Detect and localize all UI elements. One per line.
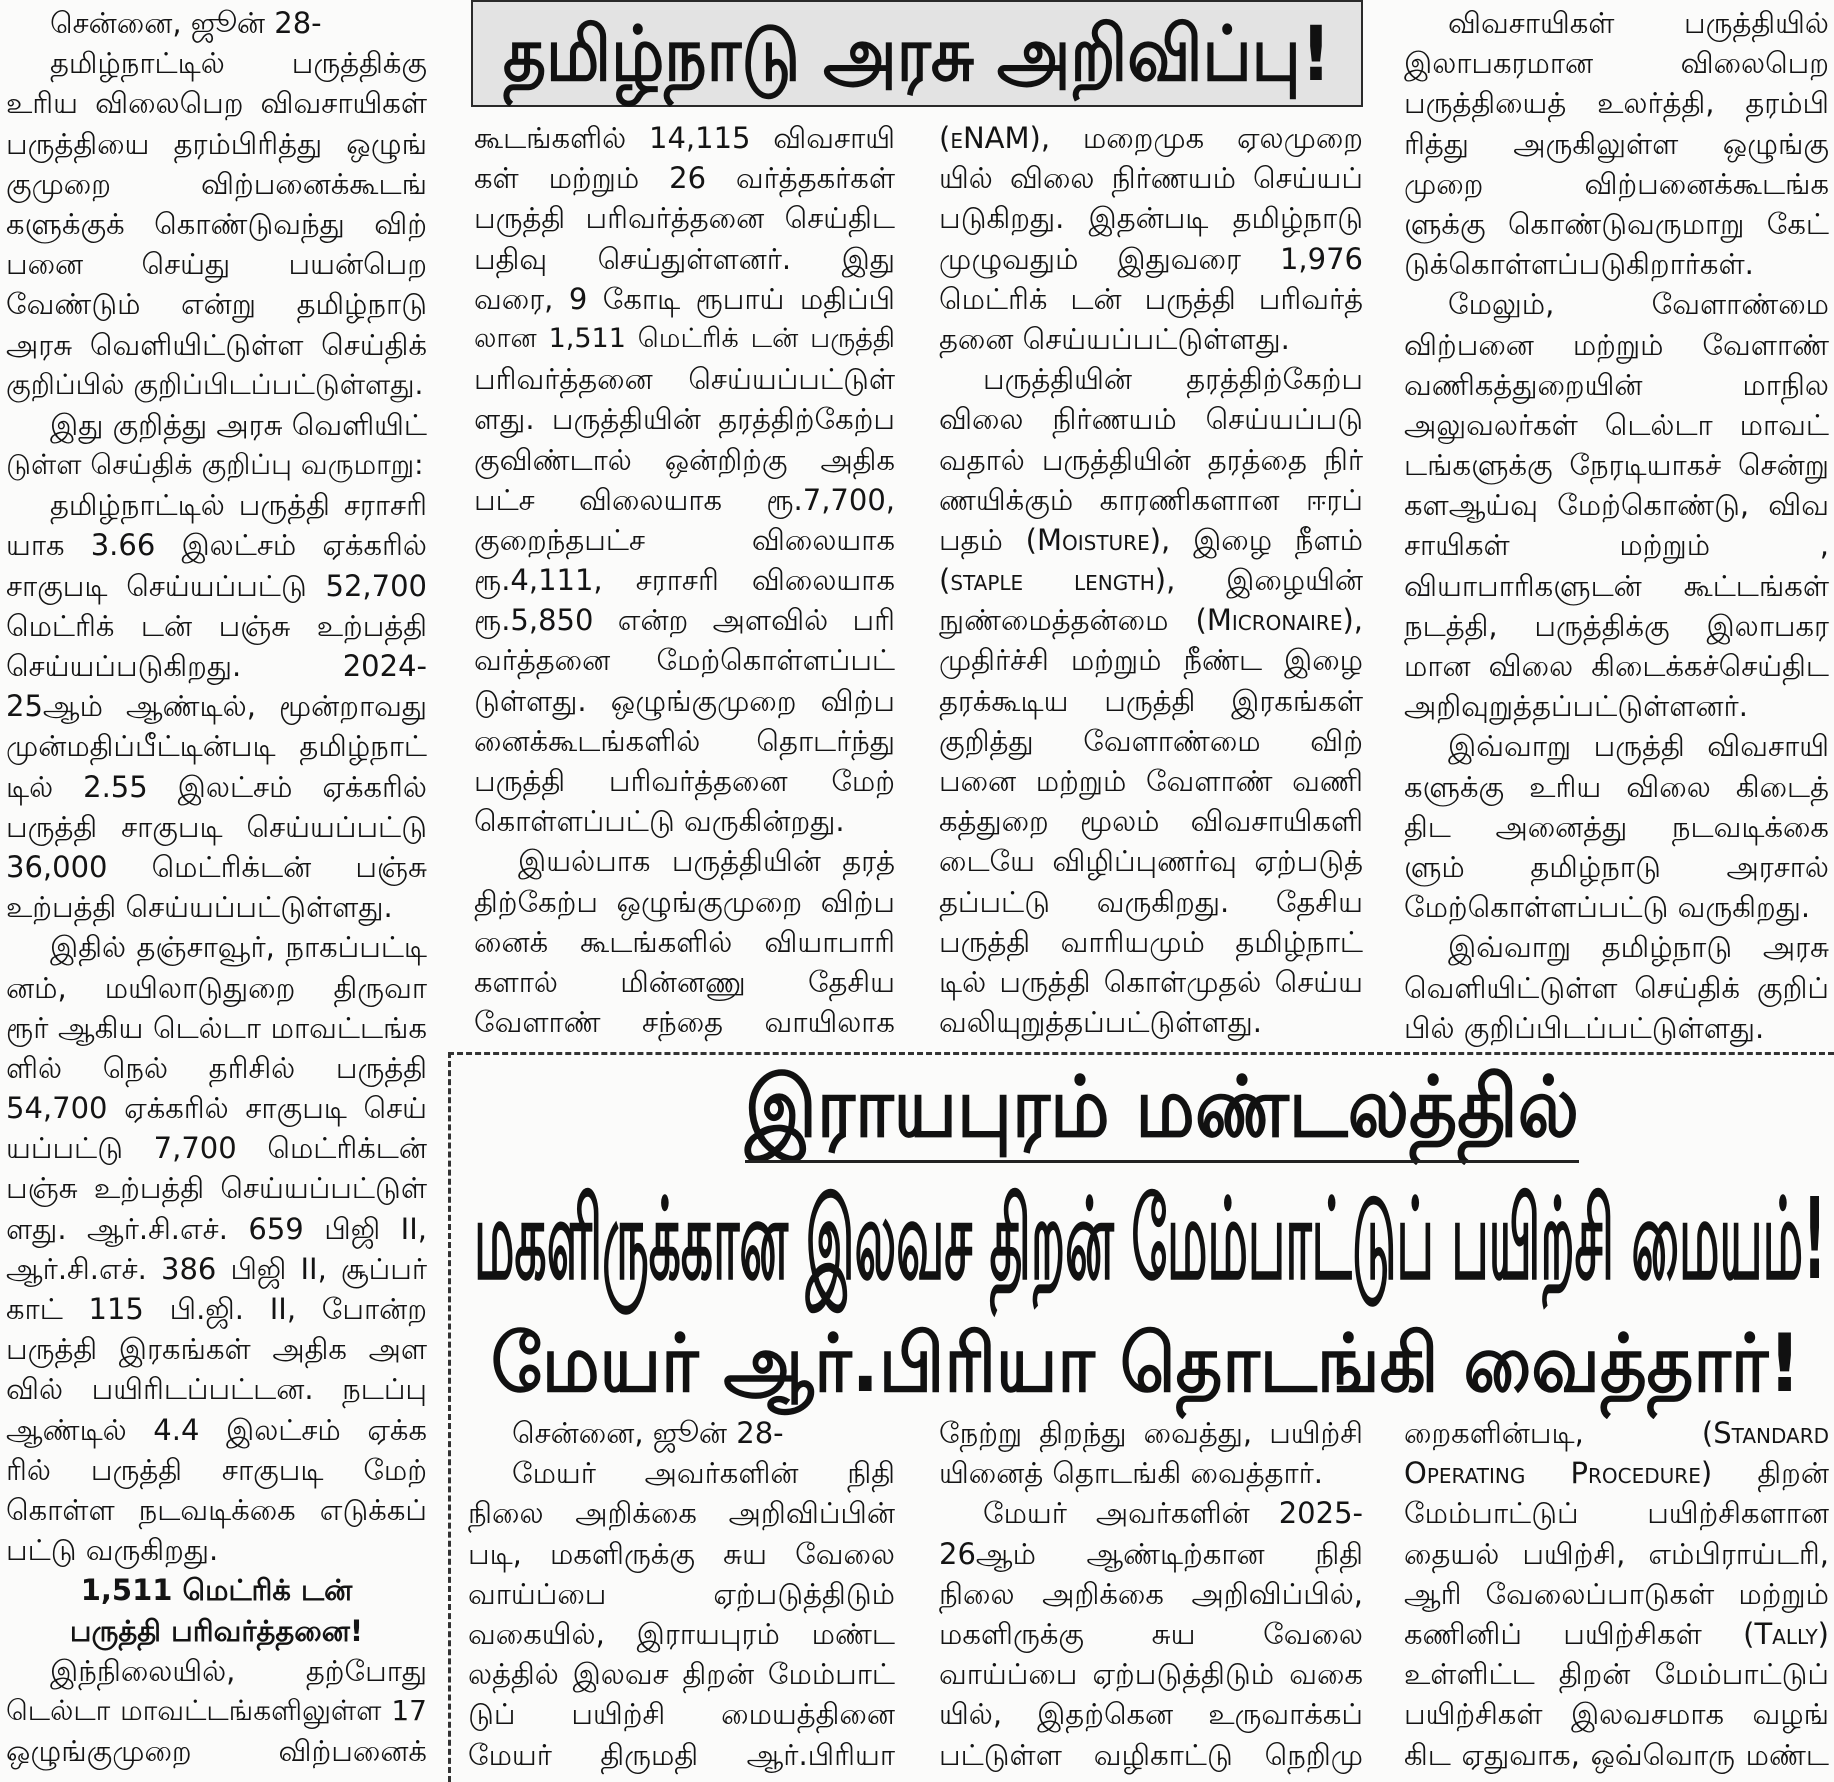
text-line: சென்னை, ஜூன் 28- bbox=[512, 1416, 784, 1450]
text-line: கள் மற்றும் 26 வர்த்தகர்கள் bbox=[474, 161, 895, 196]
text-line: கொள்ள நடவடிக்கை எடுக்கப் bbox=[6, 1492, 427, 1527]
text-line: கணினிப் பயிற்சிகள் (Tally) bbox=[1404, 1616, 1829, 1651]
text-line: முழுவதும் இதுவரை 1,976 bbox=[939, 241, 1363, 276]
text-line: ரூ.4,111, சராசரி விலையாக bbox=[474, 563, 895, 598]
text-line: நேற்று திறந்து வைத்து, பயிற்சி bbox=[939, 1416, 1363, 1450]
text-line: இந்நிலையில், தற்போது bbox=[50, 1653, 427, 1688]
text-line: குமுறை விற்பனைக்கூடங் bbox=[6, 166, 427, 201]
text-line: 25ஆம் ஆண்டில், மூன்றாவது bbox=[6, 689, 427, 724]
text-line: ளில் நெல் தரிசில் பருத்தி bbox=[6, 1050, 427, 1085]
text-line: பருத்தி வாரியமும் தமிழ்நாட் bbox=[939, 924, 1363, 959]
text-line: தையல் பயிற்சி, எம்பிராய்டரி, bbox=[1404, 1536, 1829, 1571]
text-line: லான 1,511 மெட்ரிக் டன் பருத்தி bbox=[474, 322, 895, 354]
text-line: படுகிறது. இதன்படி தமிழ்நாடு bbox=[939, 201, 1363, 236]
text-line: Operating Procedure) திறன் bbox=[1404, 1456, 1829, 1491]
kicker-underline bbox=[745, 1160, 1579, 1163]
text-line: பருத்தி சாகுபடி செய்யப்பட்டு bbox=[6, 809, 427, 844]
text-line: தரக்கூடிய பருத்தி இரகங்கள் bbox=[939, 683, 1363, 718]
text-line: வகையில், இராயபுரம் மண்ட bbox=[468, 1616, 895, 1651]
headline: தமிழ்நாடு அரசு அறிவிப்பு! bbox=[503, 9, 1331, 98]
text-line: ளுக்கு கொண்டுவருமாறு கேட் bbox=[1404, 206, 1829, 241]
text-line: குவிண்டால் ஒன்றிற்கு அதிக bbox=[474, 442, 895, 477]
text-line: உள்ளிட்ட திறன் மேம்பாட்டுப் bbox=[1404, 1657, 1829, 1692]
text-line: டில் பருத்தி கொள்முதல் செய்ய bbox=[939, 964, 1363, 999]
text-line: அலுவலர்கள் டெல்டா மாவட் bbox=[1404, 407, 1829, 442]
text-line: வாய்ப்பை ஏற்படுத்திடும் bbox=[468, 1576, 895, 1611]
text-line: மான விலை கிடைக்கச்செய்திட bbox=[1404, 649, 1829, 683]
text-line: பதிவு செய்துள்ளனர். இது bbox=[474, 241, 895, 276]
text-line: களுக்கு உரிய விலை கிடைத் bbox=[1404, 769, 1829, 804]
text-line: யில், இதற்கென உருவாக்கப் bbox=[939, 1697, 1363, 1732]
text-line: டில் 2.55 இலட்சம் ஏக்கரில் bbox=[6, 769, 427, 804]
text-line: டையே விழிப்புணர்வு ஏற்படுத் bbox=[939, 844, 1363, 879]
text-line: யினைத் தொடங்கி வைத்தார். bbox=[939, 1456, 1324, 1491]
text-line: காட் 115 பி.ஜி. II, போன்ற bbox=[6, 1292, 427, 1326]
text-line: திற்கேற்ப ஒழுங்குமுறை விற்ப bbox=[474, 884, 895, 919]
text-line: னைக் கூடங்களில் வியாபாரி bbox=[474, 924, 895, 959]
text-line: சாயிகள் மற்றும் , bbox=[1404, 528, 1829, 563]
text-line: அரசு வெளியிட்டுள்ள செய்திக் bbox=[6, 327, 427, 362]
main-headline-container bbox=[474, 1172, 1826, 1308]
text-line: ஆண்டில் 4.4 இலட்சம் ஏக்க bbox=[6, 1412, 427, 1447]
text-line: வெளியிட்டுள்ள செய்திக் குறிப் bbox=[1404, 970, 1829, 1005]
text-line: சாகுபடி செய்யப்பட்டு 52,700 bbox=[6, 568, 427, 603]
text-line: களுக்குக் கொண்டுவந்து விற் bbox=[6, 206, 427, 241]
text-line: விற்பனை மற்றும் வேளாண் bbox=[1404, 327, 1829, 362]
text-line: னம், மயிலாடுதுறை திருவா bbox=[6, 970, 427, 1005]
text-line: யாக 3.66 இலட்சம் ஏக்கரில் bbox=[6, 528, 427, 563]
text-line: 54,700 ஏக்கரில் சாகுபடி செய் bbox=[6, 1091, 427, 1126]
text-line: லத்தில் இலவச திறன் மேம்பாட் bbox=[468, 1657, 895, 1692]
text-line: இலாபகரமான விலைபெற bbox=[1404, 46, 1829, 81]
column-right bbox=[1404, 3, 1829, 1048]
text-line: 26ஆம் ஆண்டிற்கான நிதி bbox=[939, 1536, 1363, 1571]
text-line: வேண்டும் என்று தமிழ்நாடு bbox=[6, 287, 427, 322]
text-line: கத்துறை மூலம் விவசாயிகளி bbox=[939, 804, 1363, 839]
text-line: கிட ஏதுவாக, ஒவ்வொரு மண்ட bbox=[1404, 1737, 1829, 1772]
text-line: ரூர் ஆகிய டெல்டா மாவட்டங்க bbox=[6, 1010, 427, 1045]
text-line: உரிய விலைபெற விவசாயிகள் bbox=[6, 86, 427, 121]
text-line: பருத்தி இரகங்கள் அதிக அள bbox=[6, 1332, 427, 1367]
text-line: முறை விற்பனைக்கூடங்க bbox=[1404, 166, 1829, 201]
text-line: குறிப்பில் குறிப்பிடப்பட்டுள்ளது. bbox=[6, 367, 424, 401]
text-line: விலை நிர்ணயம் செய்யப்படு bbox=[939, 402, 1363, 437]
text-line: ஒழுங்குமுறை விற்பனைக் bbox=[6, 1734, 427, 1769]
text-line: ரில் பருத்தி சாகுபடி மேற் bbox=[6, 1452, 427, 1487]
text-line: ளது. ஆர்.சி.எச். 659 பிஜி II, bbox=[6, 1211, 427, 1246]
text-line: மேயர் அவர்களின் நிதி bbox=[512, 1456, 895, 1491]
text-line: பரிவர்த்தனை செய்யப்பட்டுள் bbox=[474, 362, 895, 397]
text-line: பருத்தி பரிவர்த்தனை செய்திட bbox=[474, 201, 895, 236]
text-line: யில் விலை நிர்ணயம் செய்யப் bbox=[939, 161, 1363, 196]
kicker-container bbox=[745, 1058, 1579, 1156]
text-line: கூடங்களில் 14,115 விவசாயி bbox=[474, 121, 895, 155]
subheading-line: பருத்தி பரிவர்த்தனை! bbox=[69, 1613, 364, 1648]
text-line: பட்ச விலையாக ரூ.7,700, bbox=[474, 482, 895, 517]
text-line: நடத்தி, பருத்திக்கு இலாபகர bbox=[1404, 608, 1829, 643]
text-line: பஞ்சு உற்பத்தி செய்யப்பட்டுள் bbox=[6, 1171, 427, 1206]
text-line: வர்த்தனை மேற்கொள்ளப்பட் bbox=[474, 643, 895, 678]
text-line: ஆர்.சி.எச். 386 பிஜி II, சூப்பர் bbox=[6, 1251, 427, 1286]
text-line: டுக்கொள்ளப்படுகிறார்கள். bbox=[1404, 247, 1754, 282]
text-line: செய்யப்படுகிறது. 2024- bbox=[6, 649, 427, 683]
kicker-headline: இராயபுரம் மண்டலத்தில் bbox=[745, 1058, 1579, 1156]
text-line: பருத்தியைத் உலர்த்தி, தரம்பி bbox=[1404, 86, 1829, 121]
text-line: யப்பட்டு 7,700 மெட்ரிக்டன் bbox=[6, 1131, 427, 1166]
text-line: னைக்கூடங்களில் தொடர்ந்து bbox=[474, 723, 895, 758]
text-line: தமிழ்நாட்டில் பருத்தி சராசரி bbox=[50, 488, 427, 523]
text-line: நுண்மைத்தன்மை (Micronaire), bbox=[939, 603, 1363, 638]
mayor-column-2 bbox=[939, 1413, 1363, 1775]
text-line: பனை செய்து பயன்பெற bbox=[6, 247, 427, 282]
headline-container bbox=[503, 8, 1331, 100]
text-line: வேளாண் சந்தை வாயிலாக bbox=[474, 1005, 895, 1040]
text-line: டுள்ள செய்திக் குறிப்பு வருமாறு: bbox=[6, 448, 424, 482]
text-line: இவ்வாறு தமிழ்நாடு அரசு bbox=[1448, 930, 1829, 965]
text-line: (staple length), இழையின் bbox=[939, 563, 1363, 598]
text-line: வதால் பருத்தியின் தரத்தை நிர் bbox=[939, 442, 1363, 477]
text-line: குறைந்தபட்ச விலையாக bbox=[474, 522, 895, 557]
column-left bbox=[6, 3, 427, 1771]
text-line: வாய்ப்பை ஏற்படுத்திடும் வகை bbox=[939, 1657, 1363, 1692]
text-line: உற்பத்தி செய்யப்பட்டுள்ளது. bbox=[6, 890, 393, 925]
text-line: பட்டு வருகிறது. bbox=[6, 1533, 219, 1568]
headline-box bbox=[471, 0, 1363, 107]
text-line: சென்னை, ஜூன் 28- bbox=[50, 6, 322, 40]
text-line: தமிழ்நாட்டில் பருத்திக்கு bbox=[50, 46, 427, 81]
text-line: வியாபாரிகளுடன் கூட்டங்கள் bbox=[1404, 568, 1829, 603]
text-line: மேற்கொள்ளப்பட்டு வருகிறது. bbox=[1404, 890, 1811, 925]
text-line: ளும் தமிழ்நாடு அரசால் bbox=[1404, 849, 1829, 884]
text-line: ணயிக்கும் காரணிகளான ஈரப் bbox=[939, 482, 1363, 517]
main-headline: மகளிருக்கான இலவச திறன் மேம்பாட்டுப் பயிற்சி மையம்! bbox=[474, 1175, 1826, 1305]
text-line: பட்டுள்ள வழிகாட்டு நெறிமு bbox=[939, 1737, 1363, 1772]
text-line: இதில் தஞ்சாவூர், நாகப்பட்டி bbox=[50, 930, 427, 965]
text-line: களால் மின்னணு தேசிய bbox=[474, 964, 895, 999]
subheadline: மேயர் ஆர்.பிரியா தொடங்கி வைத்தார்! bbox=[491, 1317, 1801, 1410]
text-line: முன்மதிப்பீட்டின்படி தமிழ்நாட் bbox=[6, 729, 427, 764]
text-line: பருத்தி பரிவர்த்தனை மேற் bbox=[474, 764, 895, 798]
text-line: வரை, 9 கோடி ரூபாய் மதிப்பி bbox=[474, 281, 895, 316]
mayor-column-1 bbox=[468, 1413, 895, 1775]
text-line: நிலை அறிக்கை அறிவிப்பில், bbox=[939, 1576, 1363, 1611]
text-line: தப்பட்டு வருகிறது. தேசிய bbox=[939, 884, 1363, 919]
text-line: இயல்பாக பருத்தியின் தரத் bbox=[518, 844, 895, 879]
text-line: படி, மகளிருக்கு சுய வேலை bbox=[468, 1536, 895, 1571]
text-line: மேலும், வேளாண்மை bbox=[1448, 287, 1829, 322]
column-middle-2 bbox=[939, 118, 1363, 1042]
text-line: ஆரி வேலைப்பாடுகள் மற்றும் bbox=[1404, 1576, 1829, 1611]
subheadline-container bbox=[491, 1318, 1801, 1410]
text-line: இவ்வாறு பருத்தி விவசாயி bbox=[1448, 729, 1829, 764]
text-line: மகளிருக்கு சுய வேலை bbox=[939, 1616, 1363, 1651]
text-line: 36,000 மெட்ரிக்டன் பஞ்சு bbox=[6, 849, 427, 884]
text-line: அறிவுறுத்தப்பட்டுள்ளனர். bbox=[1404, 689, 1748, 724]
text-line: களஆய்வு மேற்கொண்டு, விவ bbox=[1404, 488, 1829, 523]
text-line: பருத்தியின் தரத்திற்கேற்ப bbox=[983, 362, 1363, 397]
text-line: டுப் பயிற்சி மையத்தினை bbox=[468, 1697, 895, 1732]
text-line: வலியுறுத்தப்பட்டுள்ளது. bbox=[939, 1005, 1263, 1040]
text-line: றைகளின்படி, (Standard bbox=[1404, 1416, 1829, 1450]
text-line: பயிற்சிகள் இலவசமாக வழங் bbox=[1404, 1697, 1829, 1732]
text-line: விவசாயிகள் பருத்தியில் bbox=[1448, 6, 1829, 40]
mayor-column-3 bbox=[1404, 1413, 1829, 1775]
text-line: பனை மற்றும் வேளாண் வணி bbox=[939, 764, 1363, 798]
text-line: திட அனைத்து நடவடிக்கை bbox=[1404, 809, 1829, 844]
text-line: ரித்து அருகிலுள்ள ஒழுங்கு bbox=[1404, 126, 1829, 161]
column-middle-1 bbox=[474, 118, 895, 1042]
text-line: குறித்து வேளாண்மை விற் bbox=[939, 723, 1363, 758]
text-line: டெல்டா மாவட்டங்களிலுள்ள 17 bbox=[6, 1693, 427, 1727]
text-line: டங்களுக்கு நேரடியாகச் சென்று bbox=[1404, 448, 1829, 483]
text-line: டுள்ளது. ஒழுங்குமுறை விற்ப bbox=[474, 683, 895, 718]
text-line: பதம் (Moisture), இழை நீளம் bbox=[939, 522, 1363, 557]
text-line: வில் பயிரிடப்பட்டன. நடப்பு bbox=[6, 1372, 427, 1407]
text-line: தனை செய்யப்பட்டுள்ளது. bbox=[939, 321, 1290, 356]
text-line: (eNAM), மறைமுக ஏலமுறை bbox=[939, 121, 1363, 155]
text-line: இது குறித்து அரசு வெளியிட் bbox=[50, 407, 427, 442]
text-line: மெட்ரிக் டன் பருத்தி பரிவர்த் bbox=[939, 281, 1363, 316]
text-line: கொள்ளப்பட்டு வருகின்றது. bbox=[474, 804, 845, 839]
text-line: மெட்ரிக் டன் பஞ்சு உற்பத்தி bbox=[6, 608, 427, 643]
text-line: பில் குறிப்பிடப்பட்டுள்ளது. bbox=[1404, 1010, 1765, 1045]
subheading-line: 1,511 மெட்ரிக் டன் bbox=[80, 1573, 353, 1608]
text-line: முதிர்ச்சி மற்றும் நீண்ட இழை bbox=[939, 643, 1363, 678]
text-line: பருத்தியை தரம்பிரித்து ஒழுங் bbox=[6, 126, 427, 161]
text-line: மேயர் திருமதி ஆர்.பிரியா bbox=[468, 1737, 895, 1772]
text-line: மேம்பாட்டுப் பயிற்சிகளான bbox=[1404, 1496, 1829, 1531]
text-line: மேயர் அவர்களின் 2025- bbox=[983, 1496, 1363, 1531]
text-line: ளது. பருத்தியின் தரத்திற்கேற்ப bbox=[474, 402, 895, 437]
text-line: வணிகத்துறையின் மாநில bbox=[1404, 367, 1829, 402]
text-line: ரூ.5,850 என்ற அளவில் பரி bbox=[474, 603, 895, 638]
text-line: நிலை அறிக்கை அறிவிப்பின் bbox=[468, 1496, 895, 1531]
